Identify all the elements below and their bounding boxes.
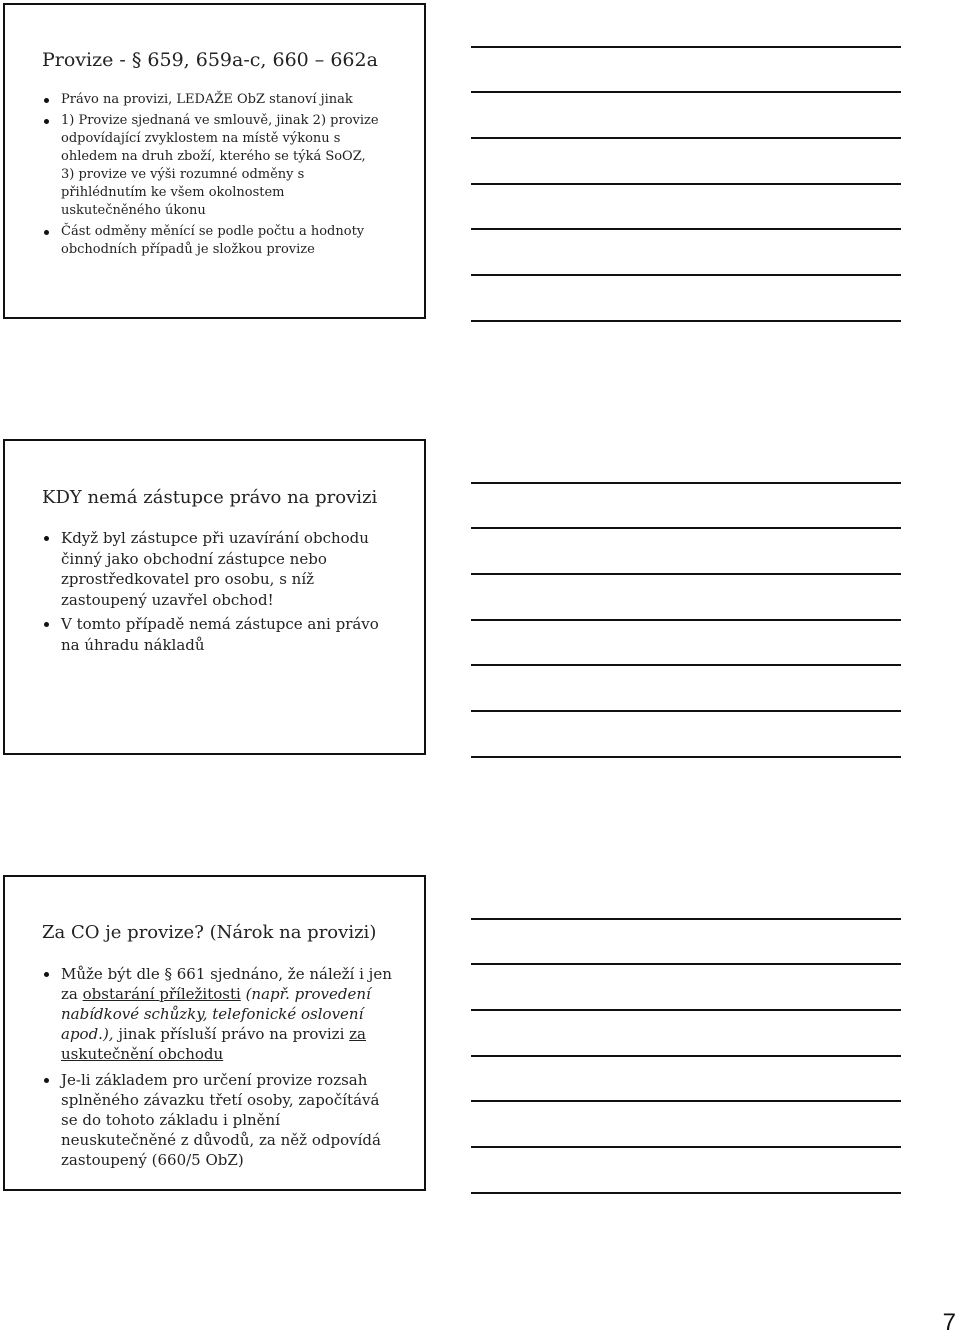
note-line	[471, 527, 901, 529]
note-line	[471, 1146, 901, 1148]
note-line	[471, 664, 901, 666]
bullet-item	[42, 614, 392, 655]
bullet-text: V tomto případě nemá zástupce ani právo na úhradu nákladů	[61, 615, 379, 654]
bullet-item	[42, 1070, 392, 1170]
bullet-item	[42, 964, 392, 1064]
bullet-list	[42, 528, 392, 659]
bullet-dot-icon	[44, 622, 49, 627]
bullet-item	[42, 223, 382, 259]
bullet-dot-icon	[44, 536, 49, 541]
bullet-text: Je-li základem pro určení provize rozsah splněného závazku třetí osoby, započítává se do tohoto základu i plnění neuskutečněné z důvodů, za něž odpovídá zastoupený (660/5 ObZ)	[61, 1071, 381, 1169]
bullet-list	[42, 91, 382, 262]
note-line	[471, 137, 901, 139]
bullet-dot-icon	[44, 1078, 49, 1083]
bullet-text: Když byl zástupce při uzavírání obchodu činný jako obchodní zástupce nebo zprostředkovatel pro osobu, s níž zastoupený uzavřel obchod!	[61, 529, 369, 609]
bullet-item	[42, 112, 382, 220]
underlined-term: za uskutečnění obchodu	[61, 1025, 367, 1063]
note-line	[471, 573, 901, 575]
underlined-term: obstarání příležitosti	[82, 985, 241, 1003]
bullet-item	[42, 528, 392, 610]
note-line	[471, 1009, 901, 1011]
page-number: 7	[942, 1309, 956, 1336]
note-line	[471, 619, 901, 621]
note-line	[471, 228, 901, 230]
bullet-list	[42, 964, 392, 1176]
slide-title: KDY nemá zástupce právo na provizi	[42, 487, 378, 508]
bullet-text-part: Může být dle § 661 sjednáno, že náleží i jen za	[61, 965, 392, 1003]
note-line	[471, 1055, 901, 1057]
bullet-text: Právo na provizi, LEDAŽE ObZ stanoví jinak	[61, 92, 353, 107]
note-line	[471, 482, 901, 484]
note-line	[471, 1192, 901, 1194]
note-line	[471, 918, 901, 920]
note-line	[471, 320, 901, 322]
note-line	[471, 46, 901, 48]
bullet-text: Část odměny měnící se podle počtu a hodnoty obchodních případů je složkou provize	[61, 224, 365, 257]
bullet-text: 1) Provize sjednaná ve smlouvě, jinak 2) provize odpovídající zvyklostem na místě výkonu s ohledem na druh zboží, kterého se týká SoOZ, 3) provize ve výši rozumné odměny s přihlédnutím ke všem okolnostem uskutečněného úkonu	[61, 113, 379, 218]
note-line	[471, 710, 901, 712]
bullet-dot-icon	[44, 119, 49, 124]
bullet-dot-icon	[44, 98, 49, 103]
bullet-text-part: jinak přísluší právo na provizi	[113, 1025, 350, 1043]
slide-2	[3, 439, 426, 755]
italic-example: (např. provedení nabídkové schůzky, telefonické oslovení apod.),	[61, 985, 371, 1043]
note-line	[471, 183, 901, 185]
bullet-dot-icon	[44, 230, 49, 235]
note-line	[471, 274, 901, 276]
slide-3	[3, 875, 426, 1191]
note-line	[471, 1100, 901, 1102]
note-line	[471, 963, 901, 965]
slide-title: Za CO je provize? (Nárok na provizi)	[42, 922, 377, 943]
bullet-dot-icon	[44, 972, 49, 977]
slide-1	[3, 3, 426, 319]
bullet-item	[42, 91, 382, 109]
slide-title: Provize - § 659, 659a-c, 660 – 662a	[42, 49, 378, 71]
note-line	[471, 91, 901, 93]
note-line	[471, 756, 901, 758]
